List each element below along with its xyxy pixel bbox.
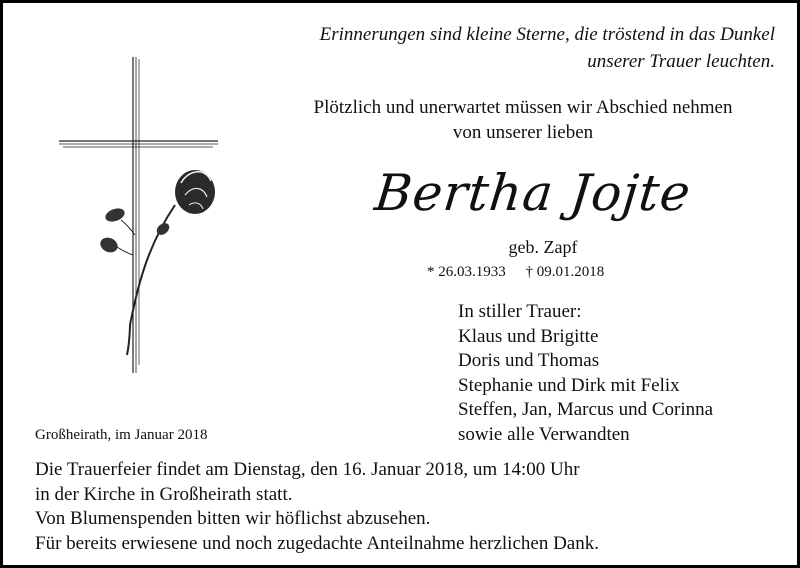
- footer-line: Für bereits erwiesene und noch zugedachte Anteilnahme herzlichen Dank.: [35, 532, 599, 554]
- intro-line-1: Plötzlich und unerwartet müssen wir Abschied nehmen: [313, 97, 733, 118]
- quote-line-1: Erinnerungen sind kleine Sterne, die tröstend in das Dunkel: [319, 24, 775, 45]
- mourner-entry: Stephanie und Dirk mit Felix: [458, 374, 680, 396]
- birth-date: * 26.03.1933: [427, 264, 506, 280]
- intro-line-2: von unserer lieben: [452, 122, 594, 143]
- footer-line: Von Blumenspenden bitten wir höflichst abzusehen.: [35, 508, 431, 529]
- cross-and-rose-illustration: [53, 55, 223, 375]
- deceased-name: Bertha Jojte: [372, 164, 694, 222]
- life-dates: [427, 261, 667, 283]
- death-date: † 09.01.2018: [525, 264, 605, 280]
- footer-line: in der Kirche in Großheirath statt.: [35, 483, 293, 505]
- mourner-entry: Doris und Thomas: [458, 350, 600, 371]
- cross-icon: [59, 57, 218, 373]
- place-and-date: Großheirath, im Januar 2018: [35, 427, 208, 443]
- memorial-quote: [255, 21, 775, 75]
- maiden-name: geb. Zapf: [508, 237, 578, 257]
- funeral-details: [35, 458, 775, 556]
- mourner-entry: Steffen, Jan, Marcus und Corinna: [458, 399, 714, 420]
- mourner-entry: sowie alle Verwandten: [458, 423, 630, 445]
- intro-text: [263, 95, 783, 145]
- mourners-heading: In stiller Trauer:: [458, 301, 582, 322]
- mourner-entry: Klaus und Brigitte: [458, 325, 599, 347]
- mourners-list: [458, 300, 788, 447]
- rose-icon: [98, 170, 215, 355]
- quote-line-2: unserer Trauer leuchten.: [587, 51, 775, 72]
- footer-line: Die Trauerfeier findet am Dienstag, den 16. Januar 2018, um 14:00 Uhr: [35, 459, 580, 480]
